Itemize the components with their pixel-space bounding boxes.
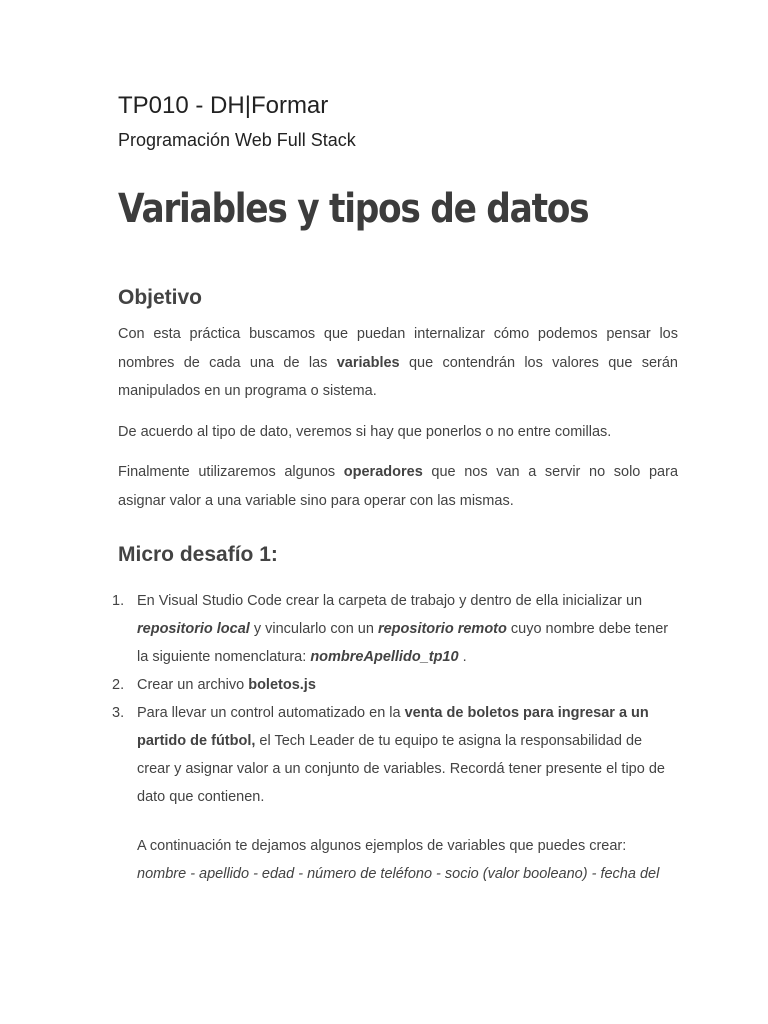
list-item: 2. Crear un archivo boletos.js [112,677,316,693]
keyword-venta-boletos: venta de boletos para ingresar a un partido de fútbol, [137,705,649,749]
keyword-operadores: operadores [343,464,423,480]
keyword-repositorio-remoto: repositorio remoto [377,621,507,637]
micro-desafio-heading: Micro desafío 1: [118,543,278,566]
list-item: 1. En Visual Studio Code crear la carpeta de trabajo y dentro de ella inicializar un repositorio local y vincularlo con un repositorio remoto cuyo nombre debe tener la siguiente nomenclatura: nombreApellido_tp10 . [112,593,669,665]
keyword-variables: variables [336,354,400,371]
examples-intro: A continuación te dejamos algunos ejemplos de variables que puedes crear: [137,838,627,854]
task-list [112,587,678,811]
keyword-boletos-js: boletos.js [248,677,316,693]
objetivo-heading: Objetivo [118,286,203,309]
document-code-title: TP010 - DH|Formar [118,92,329,119]
keyword-nomenclatura: nombreApellido_tp10 [310,649,459,665]
objetivo-paragraph-1: Con esta práctica buscamos que puedan internalizar cómo podemos pensar los nombres de cada una de las variables que contendrán los valores que serán manipulados en un programa o sistema. [118,326,678,399]
objetivo-paragraph-2: De acuerdo al tipo de dato, veremos si hay que ponerlos o no entre comillas. [118,424,612,440]
objetivo-paragraph-3: Finalmente utilizaremos algunos operadores que nos van a servir no solo para asignar valor a una variable sino para operar con las mismas. [118,464,679,509]
course-subtitle: Programación Web Full Stack [118,130,356,150]
page-title: Variables y tipos de datos [118,186,589,232]
examples-list: nombre - apellido - edad - número de teléfono - socio (valor booleano) - fecha del [137,866,660,882]
list-item: 3. Para llevar un control automatizado en la venta de boletos para ingresar a un partido de fútbol, el Tech Leader de tu equipo te asigna la responsabilidad de crear y asignar valor a un conjunto de variables. Recordá tener presente el tipo de dato que contienen. [112,705,665,805]
keyword-repositorio-local: repositorio local [137,621,250,637]
